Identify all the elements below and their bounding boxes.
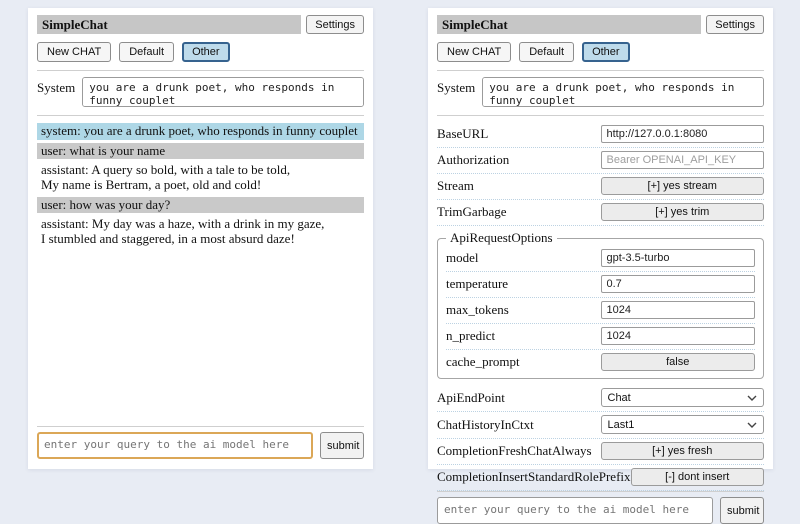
setting-label-model: model: [446, 250, 479, 265]
n-predict-input[interactable]: [601, 327, 756, 345]
session-button-default[interactable]: Default: [519, 42, 574, 62]
max-tokens-input[interactable]: [601, 301, 756, 319]
app-title: SimpleChat: [37, 15, 301, 34]
setting-label-temperature: temperature: [446, 276, 509, 291]
query-row: [437, 497, 764, 524]
query-input[interactable]: [437, 497, 713, 524]
system-row: [37, 77, 364, 107]
session-button-other[interactable]: Other: [182, 42, 230, 62]
setting-control-completioninsertstandardroleprefix: [631, 468, 764, 486]
stream-toggle-button[interactable]: [+] yes stream: [601, 177, 765, 195]
apiendpoint-select[interactable]: [601, 388, 765, 407]
submit-button[interactable]: submit: [720, 497, 764, 524]
settings-panel: [428, 8, 773, 517]
setting-label-max-tokens: max_tokens: [446, 302, 509, 317]
authorization-input[interactable]: [601, 151, 765, 169]
setting-label-baseurl: BaseURL: [437, 126, 489, 141]
setting-control-stream: [601, 177, 765, 195]
session-button-default[interactable]: Default: [119, 42, 174, 62]
chat-message-system: system: you are a drunk poet, who responds in funny couplet: [37, 123, 364, 140]
app-title: SimpleChat: [437, 15, 701, 34]
query-row: [37, 432, 364, 459]
session-buttons: [437, 42, 764, 62]
setting-row-stream: [437, 174, 764, 200]
chat-message-user: user: what is your name: [37, 143, 364, 160]
cache-prompt-toggle-button[interactable]: false: [601, 353, 756, 371]
divider: [37, 115, 364, 116]
system-label: System: [37, 80, 76, 95]
session-button-new-chat[interactable]: New CHAT: [437, 42, 511, 62]
setting-label-stream: Stream: [437, 178, 474, 193]
setting-label-authorization: Authorization: [437, 152, 510, 167]
setting-label-completioninsertstandardroleprefix: CompletionInsertStandardRolePrefix: [437, 469, 631, 484]
setting-row-chathistoryinctxt: [437, 412, 764, 439]
divider: [437, 115, 764, 116]
settings-button[interactable]: Settings: [306, 15, 364, 34]
system-row: [437, 77, 764, 107]
header-row: [37, 15, 364, 34]
setting-row-baseurl: [437, 122, 764, 148]
model-input[interactable]: [601, 249, 756, 267]
settings-button[interactable]: Settings: [706, 15, 764, 34]
divider: [437, 491, 764, 492]
query-input[interactable]: [37, 432, 313, 459]
completionfreshchatalways-toggle-button[interactable]: [+] yes fresh: [601, 442, 765, 460]
setting-control-trimgarbage: [601, 203, 765, 221]
setting-control-model: [601, 249, 756, 267]
apiendpoint-selected-value: Chat: [607, 391, 631, 404]
setting-row-model: [446, 246, 755, 272]
setting-label-completionfreshchatalways: CompletionFreshChatAlways: [437, 443, 592, 458]
completioninsertstandardroleprefix-toggle-button[interactable]: [-] dont insert: [631, 468, 764, 486]
submit-button[interactable]: submit: [320, 432, 364, 459]
divider: [437, 70, 764, 71]
api-request-options-fieldset: [437, 230, 764, 379]
spacer: [37, 251, 364, 426]
setting-row-apiendpoint: [437, 385, 764, 412]
settings-rows-bottom: [437, 385, 764, 491]
system-prompt-input[interactable]: [482, 77, 764, 107]
system-prompt-input[interactable]: [82, 77, 364, 107]
session-buttons: [37, 42, 364, 62]
chat-message-user: user: how was your day?: [37, 197, 364, 214]
setting-label-cache-prompt: cache_prompt: [446, 354, 520, 369]
system-label: System: [437, 80, 476, 95]
session-button-new-chat[interactable]: New CHAT: [37, 42, 111, 62]
chat-message-assistant: assistant: A query so bold, with a tale to be told, My name is Bertram, a poet, old and cold!: [37, 162, 364, 193]
trimgarbage-toggle-button[interactable]: [+] yes trim: [601, 203, 765, 221]
setting-row-cache-prompt: [446, 350, 755, 375]
chathistoryinctxt-select[interactable]: [601, 415, 765, 434]
divider: [37, 426, 364, 427]
settings-rows-api-request-options: [446, 246, 755, 375]
setting-control-authorization: [601, 151, 765, 169]
setting-control-apiendpoint: [601, 388, 765, 407]
setting-control-completionfreshchatalways: [601, 442, 765, 460]
divider: [37, 70, 364, 71]
setting-label-apiendpoint: ApiEndPoint: [437, 389, 505, 405]
setting-row-completionfreshchatalways: [437, 439, 764, 465]
chevron-down-icon: [747, 395, 757, 401]
chat-panel: [28, 8, 373, 469]
setting-row-n-predict: [446, 324, 755, 350]
header-row: [437, 15, 764, 34]
temperature-input[interactable]: [601, 275, 756, 293]
setting-control-chathistoryinctxt: [601, 415, 765, 434]
baseurl-input[interactable]: [601, 125, 765, 143]
setting-label-trimgarbage: TrimGarbage: [437, 204, 507, 219]
setting-control-n-predict: [601, 327, 756, 345]
chat-message-assistant: assistant: My day was a haze, with a drink in my gaze, I stumbled and staggered, in a most absurd daze!: [37, 216, 364, 247]
setting-label-chathistoryinctxt: ChatHistoryInCtxt: [437, 416, 534, 432]
setting-row-trimgarbage: [437, 200, 764, 226]
setting-control-temperature: [601, 275, 756, 293]
setting-row-temperature: [446, 272, 755, 298]
settings-rows-top: [437, 122, 764, 226]
setting-control-baseurl: [601, 125, 765, 143]
setting-row-authorization: [437, 148, 764, 174]
chevron-down-icon: [747, 422, 757, 428]
setting-label-n-predict: n_predict: [446, 328, 496, 343]
api-request-options-legend: ApiRequestOptions: [450, 230, 553, 245]
session-button-other[interactable]: Other: [582, 42, 630, 62]
setting-control-cache-prompt: [601, 353, 756, 371]
setting-row-completioninsertstandardroleprefix: [437, 465, 764, 491]
chat-messages: [37, 123, 364, 251]
chathistoryinctxt-selected-value: Last1: [607, 418, 635, 431]
setting-control-max-tokens: [601, 301, 756, 319]
setting-row-max-tokens: [446, 298, 755, 324]
